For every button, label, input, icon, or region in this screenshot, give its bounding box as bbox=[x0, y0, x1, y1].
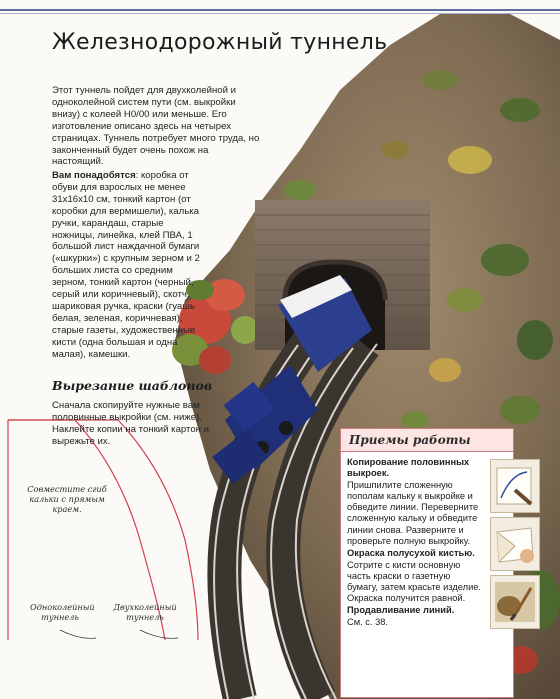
cutting-paragraph: Сначала скопируйте нужные вам половинные выкройки (см. ниже). Наклейте копии на тонкий картон и вырежьте их. bbox=[52, 400, 209, 447]
tips-panel-header bbox=[341, 429, 513, 452]
tips-title: Приемы работы bbox=[349, 433, 471, 447]
tip-text: Сотрите с кисти основную часть краски о газетную бумагу, затем красьте изделие. Окраска получится равной. bbox=[347, 559, 482, 604]
materials-text: : коробка от обуви для взрослых не менее 31х16х10 см, тонкий картон (от коробки для вермишели), калька ручки, карандаш, старые ножницы, линейка, клей ПВА, 1 большой лист наждачной бумаги («шкурки») с крупным зерном и 2 больших листа со средним зерном, тонкий картон (черный, серый или коричневый), скотч, шариковая ручка, краски (гуашь белая, зеленая, коричневая), старые газеты, художественные кисти (одна большая и одна малая), камешки. bbox=[52, 170, 200, 360]
tip-image-folding bbox=[490, 517, 540, 571]
tip-image-drybrush bbox=[490, 575, 540, 629]
tip-heading: Окраска полусухой кистью. bbox=[347, 547, 475, 558]
tip-text: См. с. 38. bbox=[347, 617, 389, 628]
tip-image-tracing bbox=[490, 459, 540, 513]
tip-text: Пришпилите сложенную пополам кальку к выкройке и обведите линии. Переверните сложенную кальку и обведите линии снова. Разверните и проверьте полную выкройку. bbox=[347, 480, 479, 546]
tip-heading: Продавливание линий. bbox=[347, 605, 455, 616]
template-label-fold: Совместите сгиб кальки с прямым краем. bbox=[27, 484, 107, 514]
intro-paragraph: Этот туннель пойдет для двухколейной и одноколейной систем пути (см. выкройки внизу) с колеей Н0/00 или меньше. Его изготовление описано здесь на четырех страницах. Туннель потребует много труда, но законченный будет очень похож на настоящий. bbox=[52, 85, 260, 168]
template-label-single: Одноколейный туннель bbox=[30, 602, 95, 622]
folded-paper-icon bbox=[491, 518, 539, 570]
tip-heading: Копирование половинных выкроек. bbox=[347, 457, 470, 479]
tips-panel bbox=[340, 428, 514, 698]
brush-icon bbox=[491, 576, 539, 628]
materials-paragraph bbox=[52, 170, 202, 361]
tips-body bbox=[347, 457, 483, 629]
template-label-double: Двухколейный туннель bbox=[113, 602, 177, 622]
tracing-hand-icon bbox=[491, 460, 539, 512]
materials-label: Вам понадобятся bbox=[52, 170, 136, 181]
page-title: Железнодорожный туннель bbox=[52, 30, 388, 55]
section-heading-cutting: Вырезание шаблонов bbox=[52, 378, 213, 393]
